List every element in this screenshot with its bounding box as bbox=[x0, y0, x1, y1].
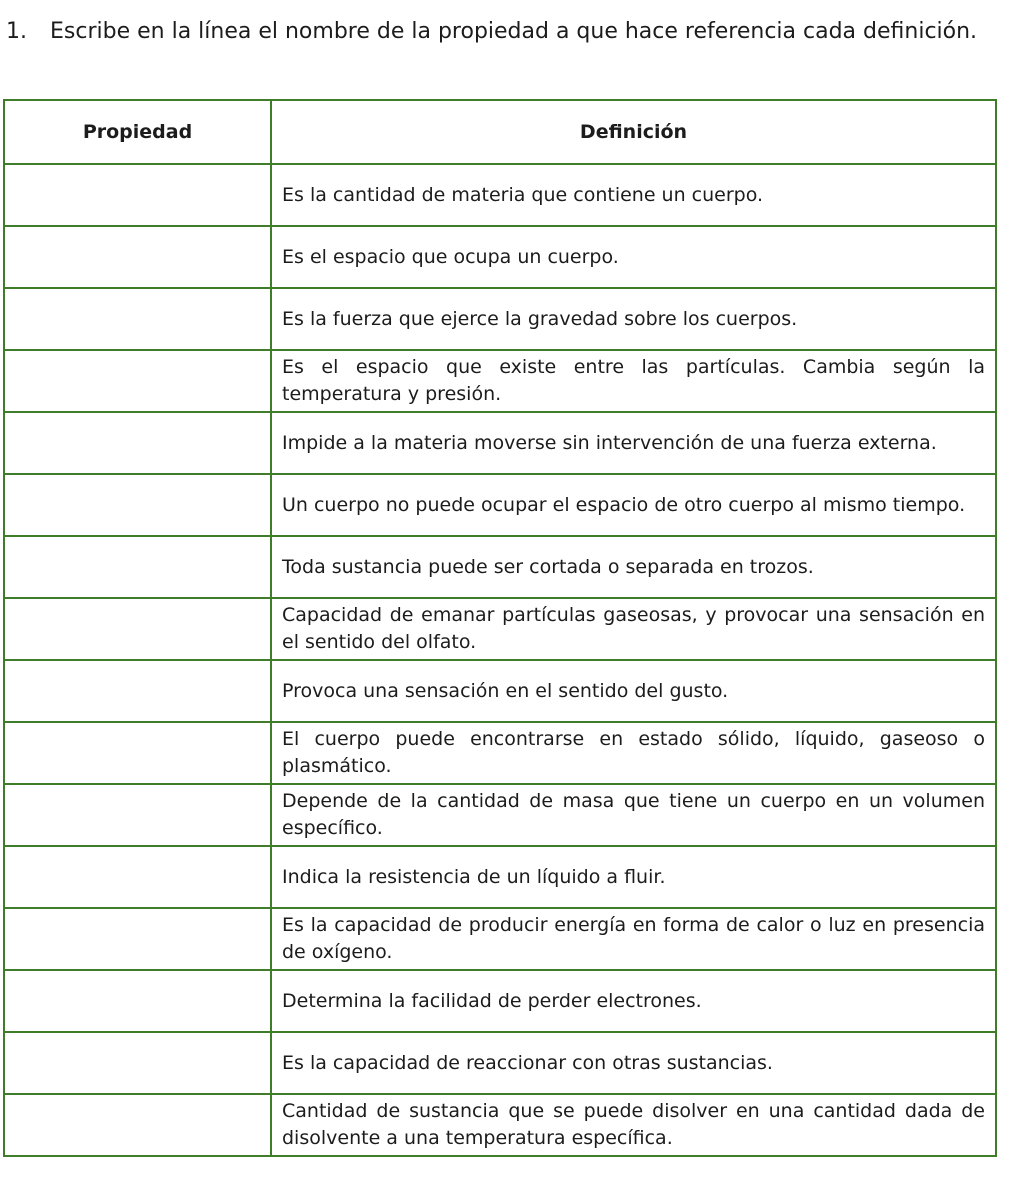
definicion-cell: Toda sustancia puede ser cortada o separada en trozos. bbox=[271, 536, 996, 598]
definicion-cell: Es la capacidad de reaccionar con otras sustancias. bbox=[271, 1032, 996, 1094]
definicion-cell: Determina la facilidad de perder electrones. bbox=[271, 970, 996, 1032]
definicion-cell: Depende de la cantidad de masa que tiene un cuerpo en un volumen específico. bbox=[271, 784, 996, 846]
table-row bbox=[4, 784, 996, 846]
propiedad-answer-cell[interactable] bbox=[4, 288, 271, 350]
header-definicion: Definición bbox=[271, 100, 996, 164]
table-row bbox=[4, 970, 996, 1032]
instruction-text: Escribe en la línea el nombre de la propiedad a que hace referencia cada definición. bbox=[50, 19, 978, 44]
propiedad-answer-cell[interactable] bbox=[4, 660, 271, 722]
propiedad-answer-cell[interactable] bbox=[4, 350, 271, 412]
propiedad-answer-cell[interactable] bbox=[4, 164, 271, 226]
table-row bbox=[4, 164, 996, 226]
table-row bbox=[4, 288, 996, 350]
table-row bbox=[4, 1032, 996, 1094]
table-row bbox=[4, 1094, 996, 1156]
definicion-cell: Un cuerpo no puede ocupar el espacio de otro cuerpo al mismo tiempo. bbox=[271, 474, 996, 536]
propiedad-answer-cell[interactable] bbox=[4, 846, 271, 908]
definicion-cell: Capacidad de emanar partículas gaseosas, y provocar una sensación en el sentido del olfato. bbox=[271, 598, 996, 660]
propiedad-answer-cell[interactable] bbox=[4, 598, 271, 660]
definicion-cell: Provoca una sensación en el sentido del gusto. bbox=[271, 660, 996, 722]
table-row bbox=[4, 474, 996, 536]
propiedad-answer-cell[interactable] bbox=[4, 474, 271, 536]
propiedad-answer-cell[interactable] bbox=[4, 970, 271, 1032]
definicion-cell: Es el espacio que ocupa un cuerpo. bbox=[271, 226, 996, 288]
table-header-row bbox=[4, 100, 996, 164]
definicion-cell: Impide a la materia moverse sin intervención de una fuerza externa. bbox=[271, 412, 996, 474]
table-row bbox=[4, 350, 996, 412]
properties-table bbox=[3, 99, 997, 1157]
definicion-cell: Es la fuerza que ejerce la gravedad sobre los cuerpos. bbox=[271, 288, 996, 350]
definicion-cell: Cantidad de sustancia que se puede disolver en una cantidad dada de disolvente a una temperatura específica. bbox=[271, 1094, 996, 1156]
table-row bbox=[4, 536, 996, 598]
propiedad-answer-cell[interactable] bbox=[4, 226, 271, 288]
propiedad-answer-cell[interactable] bbox=[4, 784, 271, 846]
definicion-cell: El cuerpo puede encontrarse en estado sólido, líquido, gaseoso o plasmático. bbox=[271, 722, 996, 784]
definicion-cell: Es la cantidad de materia que contiene un cuerpo. bbox=[271, 164, 996, 226]
table-row bbox=[4, 226, 996, 288]
propiedad-answer-cell[interactable] bbox=[4, 536, 271, 598]
definicion-cell: Es el espacio que existe entre las partículas. Cambia según la temperatura y presión. bbox=[271, 350, 996, 412]
propiedad-answer-cell[interactable] bbox=[4, 908, 271, 970]
propiedad-answer-cell[interactable] bbox=[4, 1094, 271, 1156]
propiedad-answer-cell[interactable] bbox=[4, 1032, 271, 1094]
instruction bbox=[6, 16, 982, 47]
propiedad-answer-cell[interactable] bbox=[4, 412, 271, 474]
table-row bbox=[4, 598, 996, 660]
header-propiedad: Propiedad bbox=[4, 100, 271, 164]
table-row bbox=[4, 660, 996, 722]
definicion-cell: Es la capacidad de producir energía en forma de calor o luz en presencia de oxígeno. bbox=[271, 908, 996, 970]
table-row bbox=[4, 908, 996, 970]
propiedad-answer-cell[interactable] bbox=[4, 722, 271, 784]
definicion-cell: Indica la resistencia de un líquido a fluir. bbox=[271, 846, 996, 908]
table-row bbox=[4, 722, 996, 784]
table-row bbox=[4, 846, 996, 908]
table-row bbox=[4, 412, 996, 474]
instruction-number: 1. bbox=[6, 19, 27, 44]
